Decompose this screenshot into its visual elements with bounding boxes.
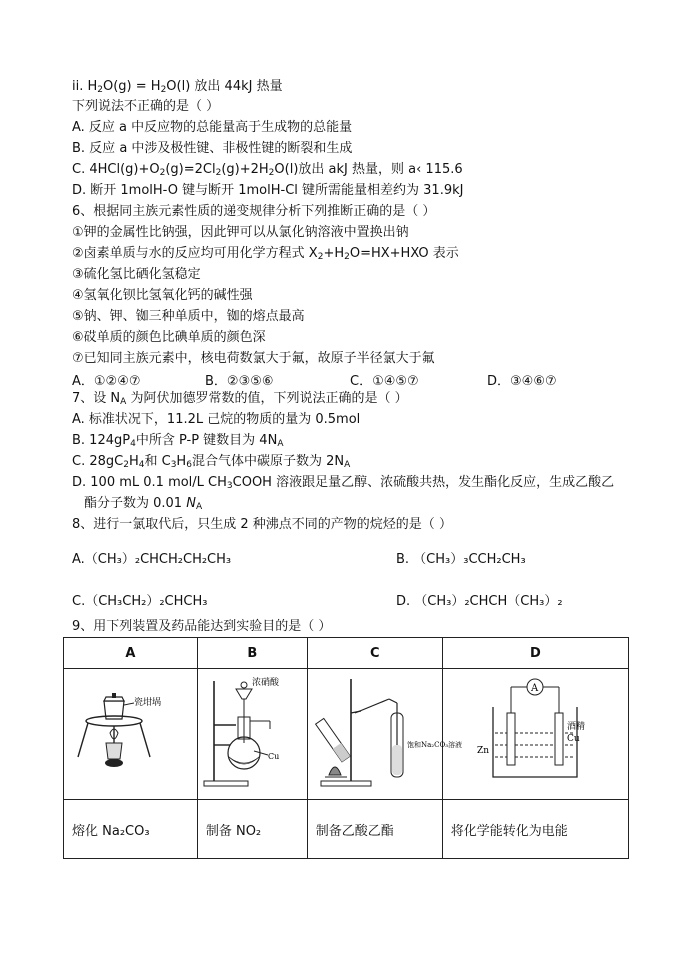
q5-option-a: A. 反应 a 中反应物的总能量高于生成物的总能量 — [72, 120, 353, 135]
q6-statement-3: ③硫化氢比硒化氢稳定 — [72, 267, 201, 282]
label-sat-na2co3: 饱和Na₂CO₃溶液 — [406, 741, 462, 749]
q6-statement-2: ②卤素单质与水的反应均可用化学方程式 $X_2+H_2O=HX+HXO$ 表示 — [72, 246, 459, 262]
q6-statement-7: ⑦已知同主族元素中，核电荷数氯大于氟，故原子半径氯大于氟 — [72, 351, 435, 366]
label-cu-d: Cu — [567, 734, 581, 744]
q6-statement-1: ①钾的金属性比钠强，因此钾可以从氯化钠溶液中置换出钠 — [72, 225, 409, 240]
ammeter-label: A — [531, 683, 539, 694]
apparatus-a-cell — [64, 669, 198, 800]
q6-statement-6: ⑥砹单质的颜色比碘单质的颜色深 — [72, 330, 266, 345]
q7-option-d-cont: 酯分子数为 0.01 $N_A$ — [84, 496, 203, 512]
label-crucible: 瓷坩埚 — [134, 698, 162, 708]
q6-statement-4: ④氢氧化钡比氢氧化钙的碱性强 — [72, 288, 253, 303]
q6-option-d: D．③④⑥⑦ — [487, 374, 557, 389]
q8-option-d: D. （CH₃）₂CHCH（CH₃）₂ — [396, 594, 563, 609]
q8-option-b: B. （CH₃）₃CCH₂CH₃ — [396, 552, 526, 567]
ester-preparation-diagram — [311, 673, 462, 791]
q5-option-c: C. $4HCl(g)+O_2(g)=2Cl_2(g)+2H_2O(l)$放出 akJ 热量，则 a‹ 115.6 — [72, 162, 463, 178]
q5-reaction-ii: ii. $H_2O(g) = H_2O(l)$ 放出 44kJ 热量 — [72, 79, 283, 95]
q9-apparatus-table — [63, 637, 629, 859]
caption-b: 制备 NO₂ — [197, 800, 307, 859]
header-c: C — [307, 638, 442, 669]
header-a: A — [64, 638, 198, 669]
galvanic-cell-diagram — [475, 673, 595, 791]
nitric-acid-flask-diagram — [200, 673, 304, 791]
q8-option-c: C.（CH₃CH₂）₂CHCH₃ — [72, 594, 208, 609]
q7-option-d: D. 100 mL 0.1 mol/L $CH_3COOH$ 溶液跟足量乙醇、浓硫酸共热，发生酯化反应，生成乙酸乙 — [72, 475, 615, 491]
label-zn: Zn — [477, 746, 490, 756]
q6-option-a: A．①②④⑦ — [72, 374, 141, 389]
header-d: D — [442, 638, 628, 669]
label-alcohol: 酒精 — [567, 722, 586, 732]
q9-stem: 9、用下列装置及药品能达到实验目的是（ ） — [72, 619, 332, 634]
q5-stem: 下列说法不正确的是（ ） — [72, 99, 220, 114]
q7-option-a: A. 标准状况下，11.2L 己烷的物质的量为 0.5mol — [72, 412, 361, 427]
q5-option-d: D. 断开 1molH-O 键与断开 1molH-Cl 键所需能量相差约为 31.9kJ — [72, 183, 464, 198]
header-b: B — [197, 638, 307, 669]
q6-statement-5: ⑤钠、钾、铷三种单质中，铷的熔点最高 — [72, 309, 305, 324]
q7-option-c: C. $28gC_2H_4$和 $C_3H_6$混合气体中碳原子数为 $2N_A$ — [72, 454, 351, 470]
q5-option-b: B. 反应 a 中涉及极性键、非极性键的断裂和生成 — [72, 141, 353, 156]
caption-c: 制备乙酸乙酯 — [307, 800, 442, 859]
q8-stem: 8、进行一氯取代后，只生成 2 种沸点不同的产物的烷烃的是（ ） — [72, 517, 452, 532]
label-conc-nitric: 浓硝酸 — [252, 678, 280, 688]
q6-option-c: C．①④⑤⑦ — [350, 374, 419, 389]
caption-d: 将化学能转化为电能 — [442, 800, 628, 859]
apparatus-d-cell — [442, 669, 628, 800]
q6-stem: 6、根据同主族元素性质的递变规律分析下列推断正确的是（ ） — [72, 204, 436, 219]
label-cu-b: Cu — [268, 752, 280, 761]
crucible-tripod-diagram — [70, 673, 190, 791]
q7-stem: 7、设 $N_A$ 为阿伏加德罗常数的值，下列说法正确的是（ ） — [72, 391, 408, 407]
apparatus-b-cell — [197, 669, 307, 800]
caption-a: 熔化 Na₂CO₃ — [64, 800, 198, 859]
apparatus-c-cell — [307, 669, 462, 800]
q8-option-a: A.（CH₃）₂CHCH₂CH₂CH₃ — [72, 552, 232, 567]
q6-option-b: B．②③⑤⑥ — [205, 374, 274, 389]
q7-option-b: B. $124gP_4$中所含 P-P 键数目为 $4N_A$ — [72, 433, 284, 449]
